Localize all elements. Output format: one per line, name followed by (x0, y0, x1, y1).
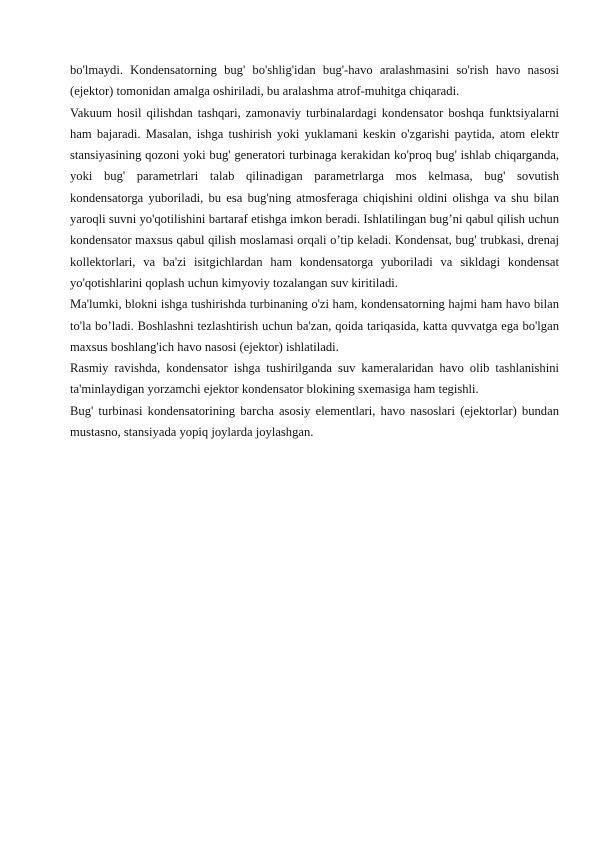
paragraph-4: Rasmiy ravishda, kondensator ishga tushirilganda suv kameralaridan havo olib tashlanishini ta'minlaydigan yorzamchi ejektor kondensator blokining sxemasiga ham tegishli. (70, 361, 559, 397)
paragraph-3: Ma'lumki, blokni ishga tushirishda turbinaning o'zi ham, kondensatorning hajmi ham havo bilan to'la bo’ladi. Boshlashni tezlashtirish uchun ba'zan, qoida tariqasida, katta quvvatga ega bo'lgan maxsus boshlang'ich havo nasosi (ejektor) ishlatiladi. (70, 297, 559, 354)
paragraph-2: Vakuum hosil qilishdan tashqari, zamonaviy turbinalardagi kondensator boshqa funktsiyalarni ham bajaradi. Masalan, ishga tushirish yoki yuklamani keskin o'zgarishi paytida, atom elektr stansiyasining qozoni yoki bug' generatori turbinaga kerakidan ko'proq bug' ishlab chiqarganda, yoki bug' parametrlari talab qilinadigan parametrlarga mos kelmasa, bug' sovutish kondensatorga yuboriladi, bu esa bug'ning atmosferaga chiqishini oldini olishga va shu bilan yaroqli suvni yo'qotilishini bartaraf etishga imkon beradi. Ishlatilingan bug’ni qabul qilish uchun kondensator maxsus qabul qilish moslamasi orqali o’tip keladi. Kondensat, bug' trubkasi, drenaj kollektorlari, va ba'zi isitgichlardan ham kondensatorga yuboriladi va sikldagi kondensat yo'qotishlarini qoplash uchun kimyoviy tozalangan suv kiritiladi. (70, 105, 559, 290)
body-text (70, 60, 559, 443)
paragraph-5: Bug' turbinasi kondensatorining barcha asosiy elementlari, havo nasoslari (ejektorlar) bundan mustasno, stansiyada yopiq joylarda joylashgan. (70, 403, 559, 440)
paragraph-1: bo'lmaydi. Kondensatorning bug' bo'shlig'idan bug'-havo aralashmasini so'rish havo nasosi (ejektor) tomonidan amalga oshiriladi, bu aralashma atrof-muhitga chiqaradi. (70, 63, 559, 99)
